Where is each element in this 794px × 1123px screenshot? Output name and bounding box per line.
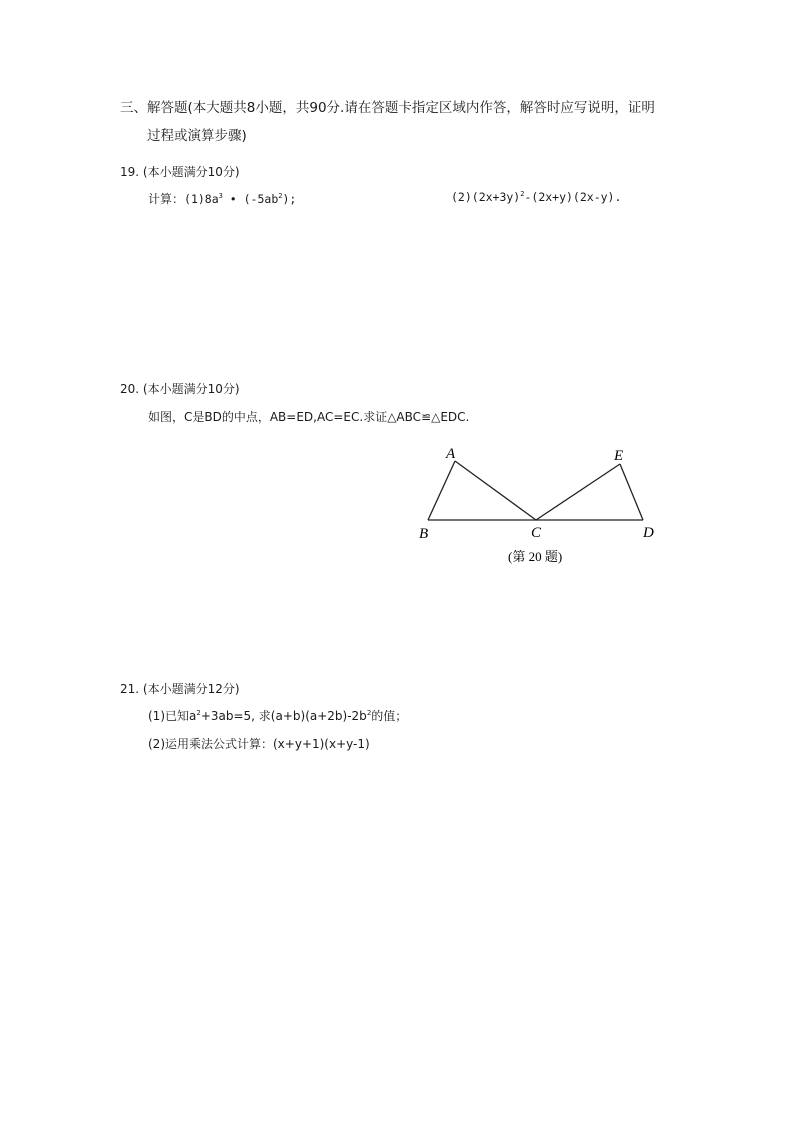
q19-points: (本小题满分10分)	[142, 165, 240, 179]
q21-part1-b: +3ab=5, 求(a+b)(a+2b)-2b	[200, 709, 367, 723]
q21-part1-a: (1)已知a	[148, 709, 197, 723]
q21-part1-sup1: 2	[196, 709, 201, 717]
q19-part1	[148, 190, 296, 207]
q19-part1-b: • (-5ab	[222, 192, 279, 206]
q21-header	[120, 680, 240, 697]
segment-ab	[428, 461, 455, 520]
segment-ed	[620, 464, 643, 520]
segment-ce	[536, 464, 620, 520]
label-e: E	[614, 448, 624, 464]
q20-points: (本小题满分10分)	[142, 382, 240, 396]
q20-statement: 如图，C是BD的中点，AB=ED,AC=EC.求证△ABC≌△EDC.	[148, 410, 470, 424]
label-a: A	[446, 446, 456, 462]
q21-part1-c: 的值；	[371, 709, 408, 723]
label-c: C	[531, 525, 542, 541]
q20-header	[120, 380, 240, 397]
q19-part2-sup: 2	[520, 190, 525, 198]
triangle-figure	[410, 438, 680, 578]
q19-prefix: 计算：	[148, 192, 185, 206]
section-heading-line1: 三、解答题(本大题共8小题，共90分.请在答题卡指定区域内作答，解答时应写说明，证明	[120, 100, 655, 116]
q19-part2	[451, 190, 621, 204]
label-d: D	[643, 525, 654, 541]
q21-points: (本小题满分12分)	[142, 682, 240, 696]
q19-part1-c: );	[282, 192, 297, 206]
q21-part2: (2)运用乘法公式计算：(x+y+1)(x+y-1)	[148, 737, 370, 751]
label-b: B	[419, 526, 429, 542]
q19-part2-b: -(2x+y)(2x-y).	[524, 190, 622, 204]
q21-part1	[148, 707, 407, 724]
section-heading-line2: 过程或演算步骤)	[147, 128, 247, 144]
q19-part1-a: (1)8a	[184, 192, 219, 206]
q19-part1-sup1: 3	[218, 192, 223, 200]
q21-part1-sup2: 2	[366, 709, 372, 717]
q19-header	[120, 163, 240, 180]
segment-ac	[455, 461, 536, 520]
q19-number: 19.	[120, 165, 140, 179]
figure-caption: (第 20 题)	[508, 549, 563, 564]
q19-part2-a: (2)(2x+3y)	[451, 190, 521, 204]
q19-part1-sup2: 2	[278, 192, 283, 200]
q20-number: 20.	[120, 382, 140, 396]
q21-number: 21.	[120, 682, 140, 696]
